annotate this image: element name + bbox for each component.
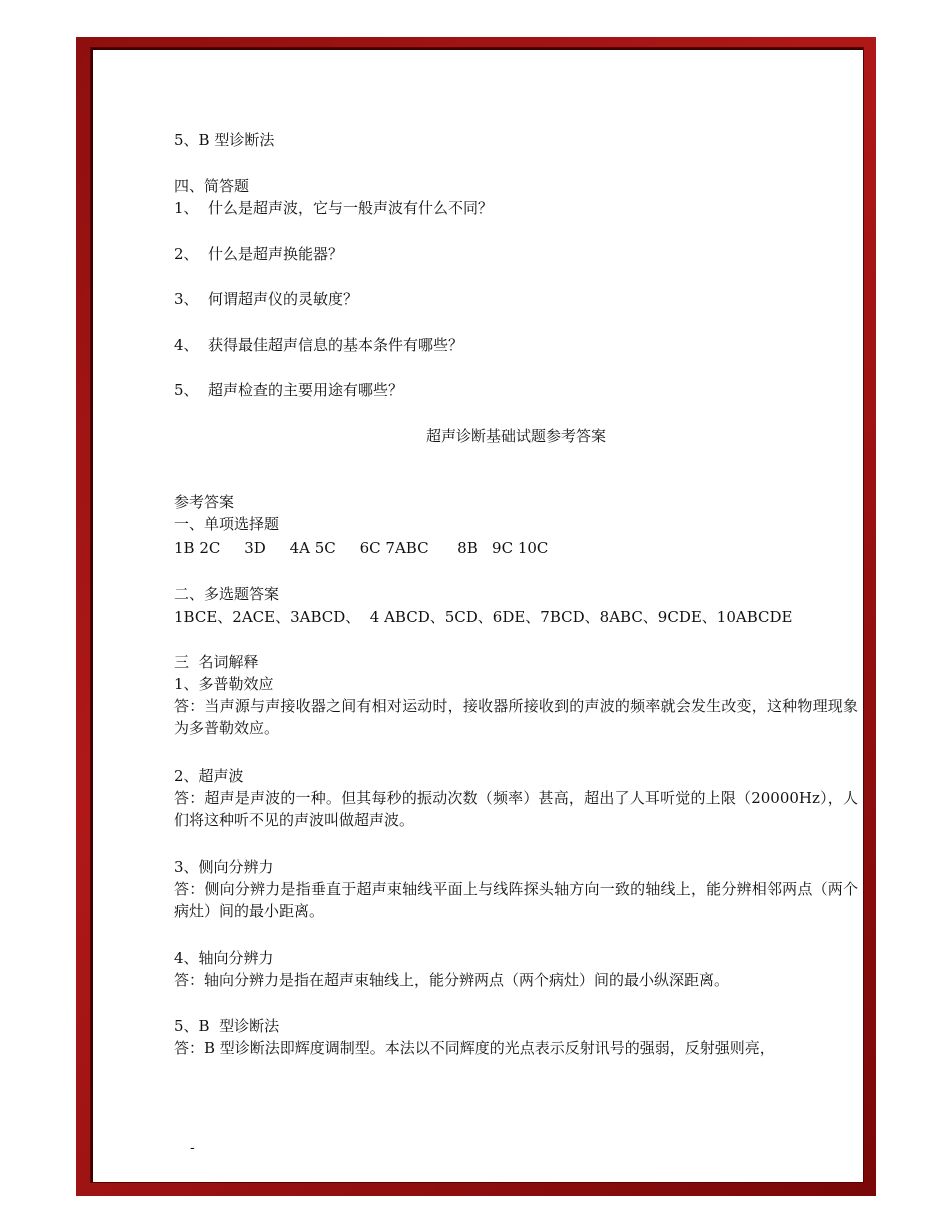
term-3-title: 3、侧向分辨力 — [174, 858, 274, 876]
question-5: 5、 超声检查的主要用途有哪些？ — [174, 381, 404, 399]
term-2-title: 2、超声波 — [174, 767, 244, 785]
answers-heading: 参考答案 — [174, 493, 235, 511]
question-4: 4、 获得最佳超声信息的基本条件有哪些？ — [174, 336, 464, 354]
term-1-answer: 答：当声源与声接收器之间有相对运动时，接收器所接收到的声波的频率就会发生改变，这种物理现象为多普勒效应。 — [174, 697, 858, 737]
single-choice-heading: 一、单项选择题 — [174, 515, 280, 533]
single-choice-answers: 1B 2C 3D 4A 5C 6C 7ABC 8B 9C 10C — [174, 539, 549, 557]
section4-heading: 四、简答题 — [174, 177, 250, 195]
multi-choice-heading: 二、多选题答案 — [174, 585, 280, 603]
term-2-answer: 答：超声是声波的一种。但其每秒的振动次数（频率）甚高，超出了人耳听觉的上限（20000Hz），人们将这种听不见的声波叫做超声波。 — [174, 789, 858, 829]
top-item: 5、B 型诊断法 — [174, 131, 275, 149]
question-3: 3、 何谓超声仪的灵敏度？ — [174, 290, 359, 308]
terms-heading: 三 名词解释 — [174, 653, 259, 671]
term-4-title: 4、轴向分辨力 — [174, 949, 274, 967]
term-5-title: 5、B 型诊断法 — [174, 1017, 280, 1035]
answer-title: 超声诊断基础试题参考答案 — [425, 427, 606, 445]
term-1-title: 1、多普勒效应 — [174, 675, 274, 693]
question-1: 1、 什么是超声波，它与一般声波有什么不同？ — [174, 199, 494, 217]
term-4-answer: 答：轴向分辨力是指在超声束轴线上，能分辨两点（两个病灶）间的最小纵深距离。 — [174, 971, 730, 989]
multi-choice-answers: 1BCE、2ACE、3ABCD、 4 ABCD、5CD、6DE、7BCD、8ABC、9CDE、10ABCDE — [174, 608, 793, 626]
term-5-answer: 答：B 型诊断法即辉度调制型。本法以不同辉度的光点表示反射讯号的强弱，反射强则亮， — [174, 1039, 775, 1057]
footer-mark: - — [190, 1140, 195, 1156]
question-2: 2、 什么是超声换能器？ — [174, 245, 344, 263]
term-3-answer: 答：侧向分辨力是指垂直于超声束轴线平面上与线阵探头轴方向一致的轴线上，能分辨相邻两点（两个病灶）间的最小距离。 — [174, 880, 858, 920]
